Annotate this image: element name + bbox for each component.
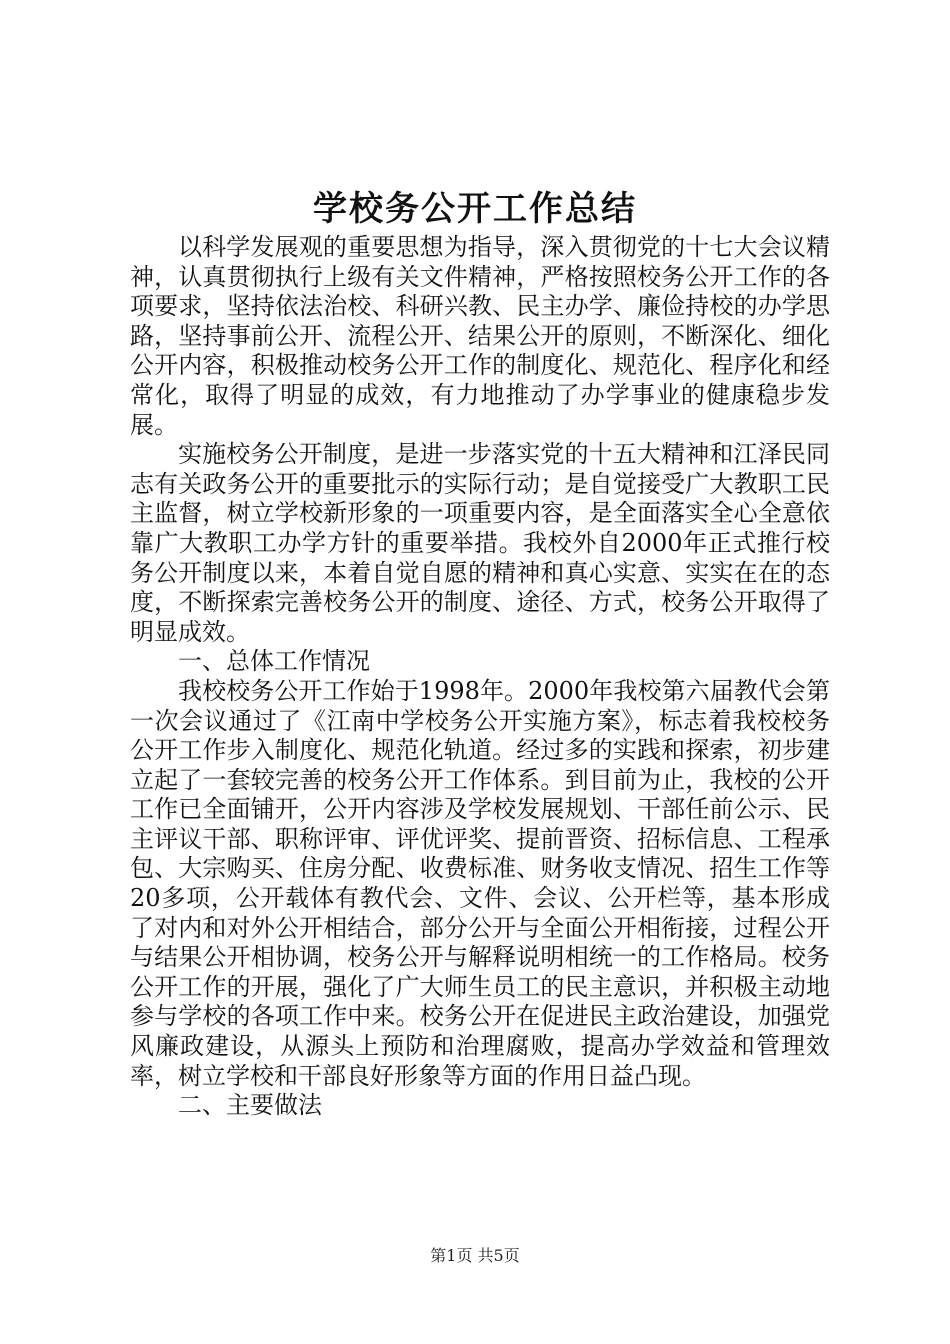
- document-body: [130, 233, 830, 1121]
- paragraph-implementation: 实施校务公开制度，是进一步落实党的十五大精神和江泽民同志有关政务公开的重要批示的实际行动；是自觉接受广大教职工民主监督，树立学校新形象的一项重要内容，是全面落实全心全意依靠广大教职工办学方针的重要举措。我校外自2000年正式推行校务公开制度以来，本着自觉自愿的精神和真心实意、实实在在的态度，不断探索完善校务公开的制度、途径、方式，校务公开取得了明显成效。: [130, 440, 830, 646]
- paragraph-overall: 我校校务公开工作始于1998年。2000年我校第六届教代会第一次会议通过了《江南中学校务公开实施方案》，标志着我校校务公开工作步入制度化、规范化轨道。经过多的实践和探索，初步建立起了一套较完善的校务公开工作体系。到目前为止，我校的公开工作已全面铺开，公开内容涉及学校发展规划、干部任前公示、民主评议干部、职称评审、评优评奖、提前晋资、招标信息、工程承包、大宗购买、住房分配、收费标准、财务收支情况、招生工作等20多项，公开载体有教代会、文件、会议、公开栏等，基本形成了对内和对外公开相结合，部分公开与全面公开相衔接，过程公开与结果公开相协调，校务公开与解释说明相统一的工作格局。校务公开工作的开展，强化了广大师生员工的民主意识，并积极主动地参与学校的各项工作中来。校务公开在促进民主政治建设，加强党风廉政建设，从源头上预防和治理腐败，提高办学效益和管理效率，树立学校和干部良好形象等方面的作用日益凸现。: [130, 676, 830, 1090]
- document-title: 学校务公开工作总结: [313, 189, 637, 229]
- section-heading-methods: 二、主要做法: [178, 1091, 322, 1120]
- page-number: 第1页 共5页: [430, 1246, 520, 1265]
- section-heading-overall: 一、总体工作情况: [178, 647, 370, 676]
- paragraph-intro: 以科学发展观的重要思想为指导，深入贯彻党的十七大会议精神，认真贯彻执行上级有关文件精神，严格按照校务公开工作的各项要求，坚持依法治校、科研兴教、民主办学、廉俭持校的办学思路，坚持事前公开、流程公开、结果公开的原则，不断深化、细化公开内容，积极推动校务公开工作的制度化、规范化、程序化和经常化，取得了明显的成效，有力地推动了办学事业的健康稳步发展。: [130, 233, 830, 439]
